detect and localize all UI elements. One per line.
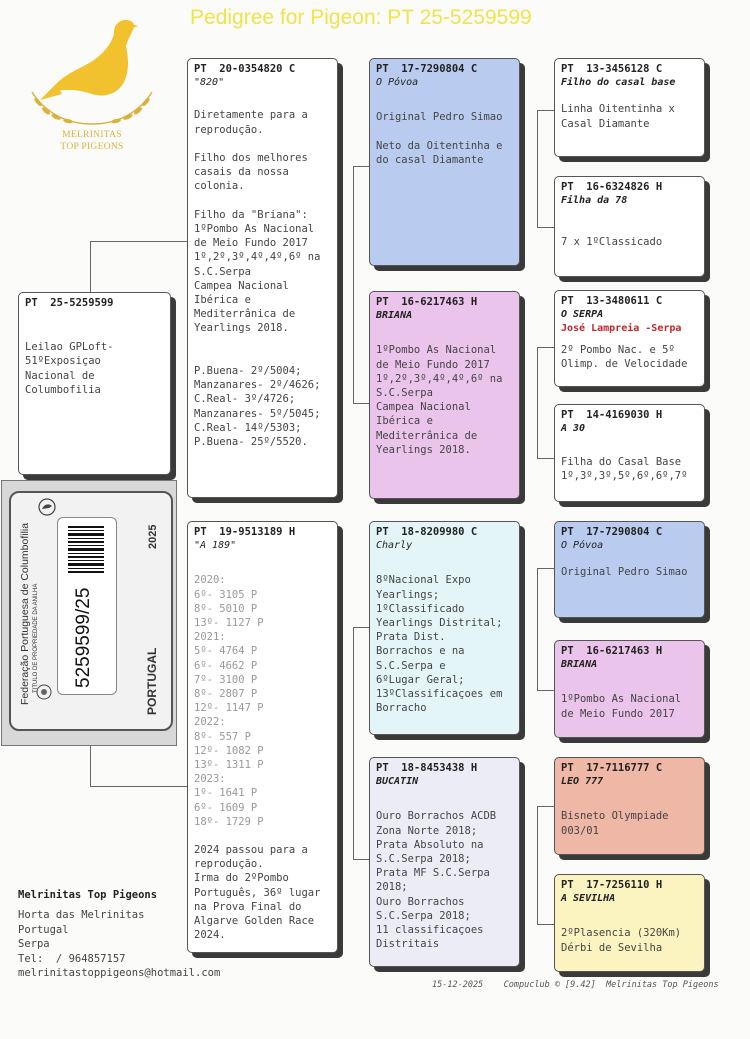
grandparent-card bbox=[369, 291, 520, 499]
certificate-federation: Federação Portuguesa de Columbofilia bbox=[19, 522, 31, 705]
certificate-country: PORTUGAL bbox=[145, 647, 159, 715]
subject-note: Leilao GPLoft- 51ºExposiçao Nacional de Columbofilia bbox=[25, 341, 114, 396]
great-grandparent-card bbox=[554, 58, 705, 157]
logo-line1: MELRINITAS bbox=[62, 130, 122, 140]
pigeon-icon bbox=[22, 16, 162, 136]
gp-name: BUCATIN bbox=[376, 776, 419, 788]
subject-card bbox=[18, 292, 171, 475]
certificate-barcode-box bbox=[57, 517, 117, 695]
ggp-ring: PT 16-6217463 H bbox=[561, 645, 663, 657]
ggp-name: Filha da 78 bbox=[561, 195, 628, 207]
ggp-note: 1ºPombo As Nacional de Meio Fundo 2017 bbox=[561, 693, 682, 720]
great-grandparent-card bbox=[554, 290, 705, 387]
ggp-note: Filha do Casal Base 1º,3º,3º,5º,6º,6º,7º bbox=[561, 455, 688, 482]
phone: Tel: / 964857157 bbox=[18, 952, 126, 965]
address-line: Horta das Melrinitas bbox=[18, 909, 145, 922]
great-grandparent-card bbox=[554, 640, 705, 738]
ggp-name: LEO 777 bbox=[561, 776, 604, 788]
grandparent-card bbox=[369, 757, 520, 967]
great-grandparent-card bbox=[554, 757, 705, 855]
ggp-ring: PT 13-3456128 C bbox=[561, 63, 663, 75]
certificate-number: 5259599/25 bbox=[73, 587, 94, 688]
gp-ring: PT 18-8453438 H bbox=[376, 762, 478, 774]
ggp-name: Filho do casal base bbox=[561, 77, 676, 89]
barcode-icon bbox=[58, 522, 116, 582]
ggp-note: Original Pedro Simao bbox=[561, 566, 688, 579]
gp-note: Original Pedro Simao Neto da Oitentinha e do casal Diamante bbox=[376, 111, 503, 167]
ggp-ring: PT 14-4169030 H bbox=[561, 409, 663, 421]
gp-ring: PT 18-8209980 C bbox=[376, 526, 478, 538]
ggp-note: 7 x 1ºClassicado bbox=[561, 235, 663, 248]
great-grandparent-card bbox=[554, 521, 705, 618]
ggp-note: Bisneto Olympiade 003/01 bbox=[561, 810, 669, 837]
ggp-name: BRIANA bbox=[561, 659, 598, 671]
email: melrinitastoppigeons@hotmail.com bbox=[18, 967, 221, 980]
gp-note: 1ºPombo As Nacional de Meio Fundo 2017 1º,2º,3º,4º,4º,6º na S.C.Serpa Campea Nacional Ibérica e Mediterrânica de Yearlings 2018. bbox=[376, 344, 503, 456]
seal-icon bbox=[35, 683, 53, 701]
ggp-name: O SERPA bbox=[561, 309, 604, 321]
sire-ring: PT 20-0354820 C bbox=[194, 63, 296, 75]
dam-note: 2024 passou para a reprodução. Irma do 2ºPombo Português, 36º lugar na Prova Final do Algarve Golden Race 2024. bbox=[194, 844, 321, 942]
ring-certificate bbox=[1, 480, 177, 746]
sire-card bbox=[187, 58, 338, 498]
ggp-ring: PT 13-3480611 C bbox=[561, 295, 663, 307]
ggp-breeder: José Lampreia -Serpa bbox=[561, 323, 682, 335]
dam-results: 2020: 6º- 3105 P 8º- 5010 P 13º- 1127 P 2021: 5º- 4764 P 6º- 4662 P 7º- 3100 P 8º- 2807 P 12º- 1147 P 2022: 8º- 557 P 12º- 1082 P 13º- 1311 P 2023: 1º- 1641 P 6º- 1609 P 18º- 1729 P bbox=[194, 574, 264, 828]
dam-ring: PT 19-9513189 H bbox=[194, 526, 296, 538]
ggp-note: 2ºPlasencia (320Km) Dérbi de Sevilha bbox=[561, 927, 682, 954]
ggp-name: O Póvoa bbox=[561, 540, 604, 552]
address-line: Portugal bbox=[18, 923, 69, 936]
gp-name: Charly bbox=[376, 540, 413, 552]
ggp-note: Linha Oitentinha x Casal Diamante bbox=[561, 103, 675, 130]
gp-ring: PT 16-6217463 H bbox=[376, 296, 478, 308]
page-title: Pedigree for Pigeon: PT 25-5259599 bbox=[190, 6, 532, 29]
ggp-ring: PT 17-7290804 C bbox=[561, 526, 663, 538]
logo-line2: TOP PIGEONS bbox=[60, 142, 124, 152]
great-grandparent-card bbox=[554, 874, 705, 972]
ggp-name: A 30 bbox=[561, 423, 586, 435]
breeder-contact bbox=[18, 888, 220, 980]
ggp-ring: PT 16-6324826 H bbox=[561, 181, 663, 193]
sire-name: "820" bbox=[194, 77, 225, 89]
ggp-ring: PT 17-7256110 H bbox=[561, 879, 663, 891]
logo bbox=[22, 16, 162, 158]
grandparent-card bbox=[369, 58, 520, 266]
gp-note: 8ºNacional Expo Yearlings; 1ºClassificado Yearlings Distrital; Prata Dist. Borrachos e na S.C.Serpa e 6ºLugar Geral; 13ºClassificaçoes em Borracho bbox=[376, 574, 503, 715]
ggp-name: A SEVILHA bbox=[561, 893, 616, 905]
ggp-ring: PT 17-7116777 C bbox=[561, 762, 663, 774]
certificate-year: 2025 bbox=[147, 524, 159, 549]
gp-name: O Póvoa bbox=[376, 77, 419, 89]
certificate-subtitle: TITULO DE PROPRIEDADE DA ANILHA bbox=[33, 583, 39, 693]
gp-note: Ouro Borrachos ACDB Zona Norte 2018; Prata Absoluto na S.C.Serpa 2018; Prata MF S.C.Serpa 2018; Ouro Borrachos S.C.Serpa 2018; 11 classificaçoes Distritais bbox=[376, 810, 497, 951]
federation-emblem-icon bbox=[37, 497, 57, 517]
grandparent-card bbox=[369, 521, 520, 735]
ggp-note: 2º Pombo Nac. e 5º Olimp. de Velocidade bbox=[561, 343, 688, 370]
breeder-name: Melrinitas Top Pigeons bbox=[18, 889, 158, 901]
subject-ring: PT 25-5259599 bbox=[25, 297, 114, 309]
sire-note: Diretamente para a reprodução. Filho dos melhores casais da nossa colonia. Filho da "Briana": 1ºPombo As Nacional de Meio Fundo 2017 1º,2º,3º,4º,4º,6º na S.C.Serpa Campea Nacional Ibérica e Mediterrânica de Yearlings 2018. P.Buena- 2º/5004; Manzanares- 2º/4626; C.Real- 3º/4726; Manzanares- 5º/5045; C.Real- 14º/5303; P.Buena- 25º/5520. bbox=[194, 109, 321, 449]
great-grandparent-card bbox=[554, 176, 705, 277]
gp-ring: PT 17-7290804 C bbox=[376, 63, 478, 75]
address-line: Serpa bbox=[18, 938, 50, 951]
gp-name: BRIANA bbox=[376, 310, 413, 322]
footer-credits: 15-12-2025 Compuclub © [9.42] Melrinitas Top Pigeons bbox=[432, 980, 719, 990]
dam-name: "A 189" bbox=[194, 540, 237, 552]
great-grandparent-card bbox=[554, 404, 705, 502]
